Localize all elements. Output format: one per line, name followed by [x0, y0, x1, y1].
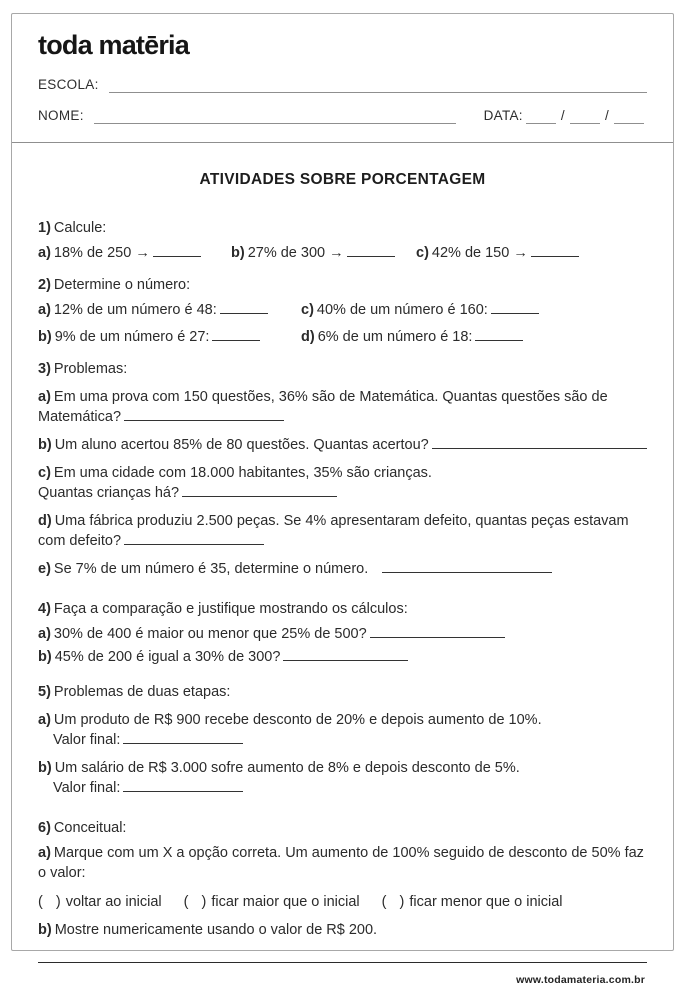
item-text: Um produto de R$ 900 recebe desconto de 20% e depois aumento de 10%. [53, 712, 542, 729]
item-text: 40% de um número é 160: [316, 302, 488, 319]
q1-item-b [231, 243, 416, 263]
q5-item-b [38, 758, 647, 798]
answer-blank[interactable] [347, 244, 395, 257]
answer-blank[interactable] [382, 560, 552, 573]
question-number: 1) [38, 220, 51, 237]
question-4-heading [38, 599, 647, 619]
checkbox[interactable]: ( ) [38, 894, 62, 911]
page-header [12, 14, 673, 143]
item-text: 9% de um número é 27: [54, 329, 210, 346]
item-label: b) [231, 245, 245, 262]
date-day-line[interactable] [526, 109, 556, 124]
question-5 [38, 682, 647, 806]
date-group [484, 108, 647, 124]
option-label: ficar menor que o inicial [409, 894, 563, 911]
question-6 [38, 818, 647, 963]
item-text: Um salário de R$ 3.000 sofre aumento de 8% e depois desconto de 5%. [54, 760, 520, 777]
answer-blank[interactable] [124, 532, 264, 545]
item-label: b) [38, 760, 52, 777]
item-label: c) [416, 245, 429, 262]
question-prompt: Conceitual: [53, 820, 127, 837]
answer-blank[interactable] [220, 301, 268, 314]
question-1-items [38, 243, 647, 263]
q2-item-a [38, 300, 301, 320]
answer-blank[interactable] [283, 648, 408, 661]
date-slash: / [560, 108, 565, 123]
q6-options [38, 892, 647, 912]
question-2-items [38, 300, 647, 347]
q2-item-b [38, 327, 301, 347]
answer-blank[interactable] [491, 301, 539, 314]
question-number: 5) [38, 684, 51, 701]
date-label: DATA: [483, 108, 523, 123]
q3-item-e [38, 559, 647, 579]
q3-item-d [38, 511, 647, 551]
q2-item-d [301, 327, 647, 347]
item-label: b) [38, 922, 52, 939]
item-text: 42% de 150 → [431, 245, 528, 262]
item-text: 18% de 250 → [53, 245, 150, 262]
item-label: b) [38, 437, 52, 454]
question-prompt: Determine o número: [53, 277, 191, 294]
item-text: Marque com um X a opção correta. Um aumento de 100% seguido de desconto de 50% faz o valor: [38, 845, 644, 882]
valor-final-label: Valor final: [53, 732, 121, 749]
item-text-wrap [38, 435, 429, 455]
q1-item-c [416, 243, 579, 263]
question-3 [38, 359, 647, 587]
question-prompt: Calcule: [53, 220, 107, 237]
question-1-heading [38, 218, 647, 238]
question-3-heading [38, 359, 647, 379]
item-label: a) [38, 245, 51, 262]
name-label: NOME: [38, 108, 84, 123]
item-text: Mostre numericamente usando o valor de R$ 200. [54, 922, 378, 939]
worksheet-content [12, 143, 673, 1002]
item-label: e) [38, 561, 51, 578]
valor-final-label: Valor final: [53, 780, 121, 797]
q6-item-b [38, 920, 647, 940]
answer-blank[interactable] [123, 779, 243, 792]
question-5-heading [38, 682, 647, 702]
checkbox[interactable]: ( ) [381, 894, 406, 911]
question-2-heading [38, 275, 647, 295]
question-prompt: Problemas: [53, 361, 128, 378]
option-voltar-ao-inicial[interactable] [38, 892, 162, 912]
answer-blank[interactable] [475, 328, 523, 341]
footer-url: www.todamateria.com.br [516, 974, 645, 987]
answer-blank[interactable] [153, 244, 201, 257]
question-2 [38, 275, 647, 347]
date-month-line[interactable] [570, 109, 600, 124]
answer-blank[interactable] [124, 408, 284, 421]
item-text: Em uma prova com 150 questões, 36% são de Matemática. Quantas questões são de Matemática? [38, 389, 608, 426]
item-label: a) [38, 302, 51, 319]
question-1 [38, 218, 647, 263]
answer-blank[interactable] [432, 436, 647, 449]
item-text: Um aluno acertou 85% de 80 questões. Quantas acertou? [54, 437, 429, 454]
worksheet-title: ATIVIDADES SOBRE PORCENTAGEM [199, 171, 486, 188]
question-number: 2) [38, 277, 51, 294]
question-number: 4) [38, 601, 51, 618]
worksheet-page [11, 13, 674, 987]
q4-item-b [38, 647, 647, 667]
question-4 [38, 599, 647, 670]
q1-item-a [38, 243, 231, 263]
item-text: Se 7% de um número é 35, determine o número. [53, 561, 369, 578]
toda-materia-logo: toda matēria [38, 30, 189, 60]
item-label: c) [38, 465, 51, 482]
question-number: 6) [38, 820, 51, 837]
q2-item-c [301, 300, 647, 320]
item-text: Uma fábrica produziu 2.500 peças. Se 4% apresentaram defeito, quantas peças estavam com defeito? [38, 513, 629, 550]
school-label: ESCOLA: [38, 77, 99, 92]
option-ficar-menor[interactable] [382, 892, 563, 912]
item-label: a) [38, 845, 51, 862]
item-text: 6% de um número é 18: [317, 329, 473, 346]
item-label: a) [38, 626, 51, 643]
item-text-line2: Quantas crianças há? [38, 485, 180, 502]
answer-blank[interactable] [123, 731, 243, 744]
q6-item-a [38, 843, 647, 883]
answer-blank[interactable] [370, 625, 505, 638]
answer-blank[interactable] [212, 328, 260, 341]
item-label: a) [38, 389, 51, 406]
date-year-line[interactable] [614, 109, 644, 124]
item-label: d) [38, 513, 52, 530]
item-text: 12% de um número é 48: [53, 302, 217, 319]
option-label: ficar maior que o inicial [211, 894, 360, 911]
school-row [38, 77, 647, 93]
item-label: c) [301, 302, 314, 319]
option-label: voltar ao inicial [65, 894, 162, 911]
name-date-row [38, 108, 647, 124]
item-label: a) [38, 712, 51, 729]
answer-blank[interactable] [182, 484, 337, 497]
item-text: 30% de 400 é maior ou menor que 25% de 500? [53, 626, 367, 643]
item-text: Em uma cidade com 18.000 habitantes, 35% são crianças. [53, 465, 432, 482]
q3-item-a [38, 387, 647, 427]
item-text: 27% de 300 → [247, 245, 344, 262]
name-input-line[interactable] [94, 109, 456, 124]
q5-item-a [38, 710, 647, 750]
q4-item-a [38, 624, 647, 644]
item-label: b) [38, 329, 52, 346]
question-number: 3) [38, 361, 51, 378]
q3-item-b [38, 435, 647, 455]
question-prompt: Problemas de duas etapas: [53, 684, 231, 701]
checkbox[interactable]: ( ) [183, 894, 208, 911]
item-label: d) [301, 329, 315, 346]
question-prompt: Faça a comparação e justifique mostrando os cálculos: [53, 601, 408, 618]
question-6-heading [38, 818, 647, 838]
school-input-line[interactable] [109, 78, 647, 93]
option-ficar-maior[interactable] [184, 892, 360, 912]
answer-blank[interactable] [531, 244, 579, 257]
date-slash: / [604, 108, 609, 123]
item-text: 45% de 200 é igual a 30% de 300? [54, 649, 281, 666]
item-label: b) [38, 649, 52, 666]
q3-item-c [38, 463, 647, 503]
